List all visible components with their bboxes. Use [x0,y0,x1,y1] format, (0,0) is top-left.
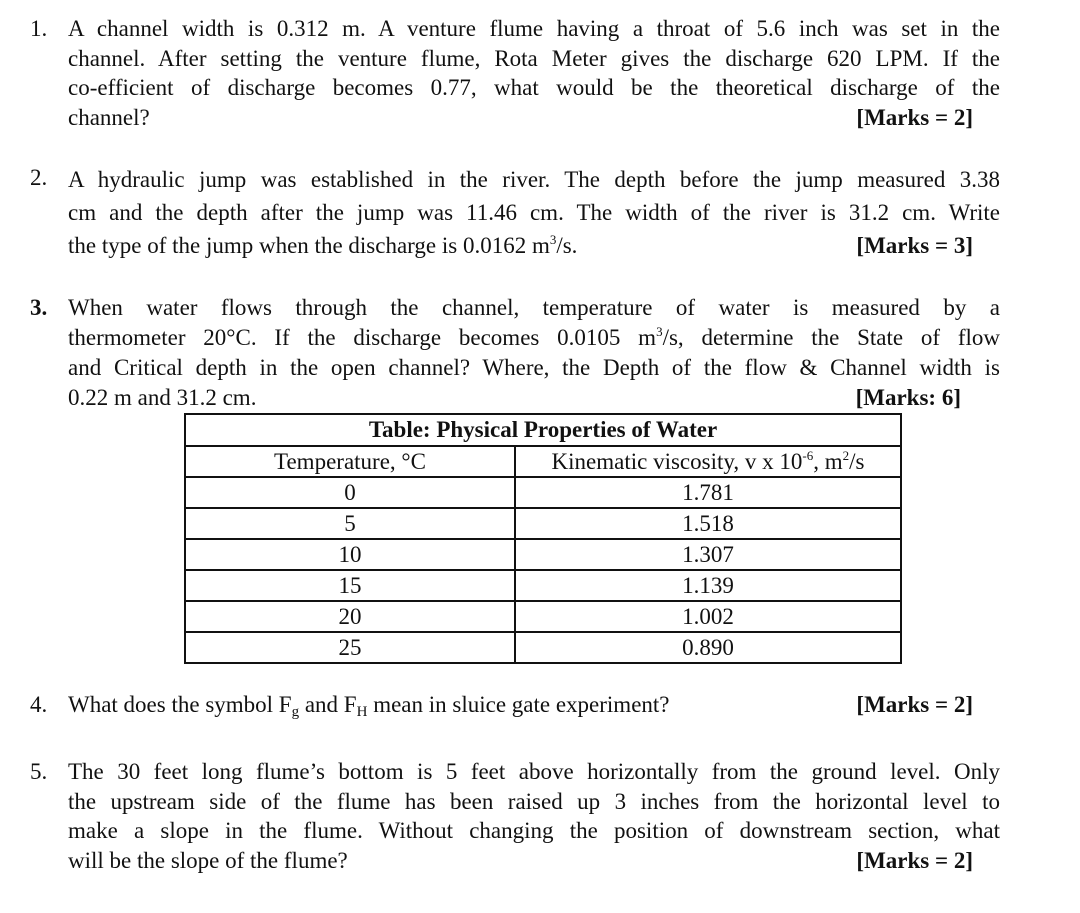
question-text [68,690,1000,720]
marks-label: [Marks = 2] [856,104,973,130]
text-line: A hydraulic jump was established in the river. The depth before the jump measured 3.38 [68,167,1000,192]
table-caption: Table: Physical Properties of Water [185,414,901,446]
text-fragment: /s [849,448,865,474]
text-line: When water flows through the channel, temperature of water is measured by a [68,295,1000,320]
text-fragment: Kinematic viscosity, v x 10 [551,448,803,474]
viscosity-cell: 1.002 [515,601,901,632]
text-line: make a slope in the flume. Without changing the position of downstream section, what [68,818,1000,843]
text-line: cm and the depth after the jump was 11.46 cm. The width of the river is 31.2 cm. Write [68,200,1000,225]
text-line-end [68,229,577,262]
text-line [68,846,973,876]
temperature-cell: 0 [185,477,515,508]
text-fragment: What does the symbol F [68,692,292,717]
superscript: 2 [842,447,850,463]
temperature-cell: 5 [185,508,515,539]
table-row [185,477,901,508]
water-properties-table [184,413,902,664]
text-line-end: will be the slope of the flume? [68,847,348,873]
temperature-cell: 10 [185,539,515,570]
temperature-cell: 20 [185,601,515,632]
viscosity-cell: 1.781 [515,477,901,508]
temperature-cell: 25 [185,632,515,663]
text-line: and Critical depth in the open channel? Where, the Depth of the flow & Channel width is [68,355,1000,380]
viscosity-cell: 1.307 [515,539,901,570]
question-number: 1. [30,16,48,41]
text-line [68,690,973,720]
marks-label: [Marks = 3] [856,233,973,258]
table-caption-row [185,414,901,446]
table-header-row [185,446,901,477]
superscript: 3 [656,324,663,339]
table-row [185,539,901,570]
question-number: 3. [30,295,48,320]
question-text [68,293,1000,413]
superscript: -6 [802,447,814,463]
question-text [68,757,1000,875]
text-line: the upstream side of the flume has been raised up 3 inches from the horizontal level to [68,788,1000,814]
text-line [68,103,973,133]
text-fragment: and F [299,692,357,717]
text-fragment: thermometer 20°C. If the discharge becomes 0.0105 m [68,325,657,350]
text-line-end [68,690,670,720]
table-row [185,632,901,663]
text-line: A channel width is 0.312 m. A venture flume having a throat of 5.6 inch was set in the [68,16,1000,41]
marks-label: [Marks = 2] [856,847,973,873]
text-line-end: 0.22 m and 31.2 cm. [68,385,257,410]
text-line: channel. After setting the venture flume, Rota Meter gives the discharge 620 LPM. If the [68,45,1000,71]
question-number: 5. [30,759,48,784]
question-3 [30,293,1000,413]
table-row [185,570,901,601]
table-row [185,508,901,539]
text-line: co-efficient of discharge becomes 0.77, what would be the theoretical discharge of the [68,75,1000,100]
marks-label: [Marks: 6] [855,385,961,410]
question-1 [30,14,1000,132]
question-2 [30,163,1000,262]
column-header-temperature: Temperature, °C [185,446,515,477]
subscript: g [291,704,300,720]
question-text [68,163,1000,262]
superscript: 3 [549,232,557,247]
text-fragment: mean in sluice gate experiment? [367,692,670,717]
viscosity-cell: 1.139 [515,570,901,601]
column-header-viscosity [515,446,901,477]
question-4 [30,690,1000,720]
text-line [68,323,1000,353]
subscript: H [356,704,368,720]
temperature-cell: 15 [185,570,515,601]
viscosity-cell: 0.890 [515,632,901,663]
question-5 [30,757,1000,875]
question-text [68,14,1000,132]
text-fragment: , m [813,448,843,474]
text-line [68,383,961,413]
marks-label: [Marks = 2] [856,692,973,717]
text-fragment: /s. [556,233,578,258]
table-row [185,601,901,632]
question-number: 4. [30,692,48,717]
text-line [68,229,973,262]
viscosity-cell: 1.518 [515,508,901,539]
text-fragment: the type of the jump when the discharge is 0.0162 m [68,233,550,258]
text-line: The 30 feet long flume’s bottom is 5 feet above horizontally from the ground level. Only [68,759,1000,784]
question-number: 2. [30,165,48,190]
text-line-end: channel? [68,104,150,130]
text-fragment: /s, determine the State of flow [662,325,1000,350]
